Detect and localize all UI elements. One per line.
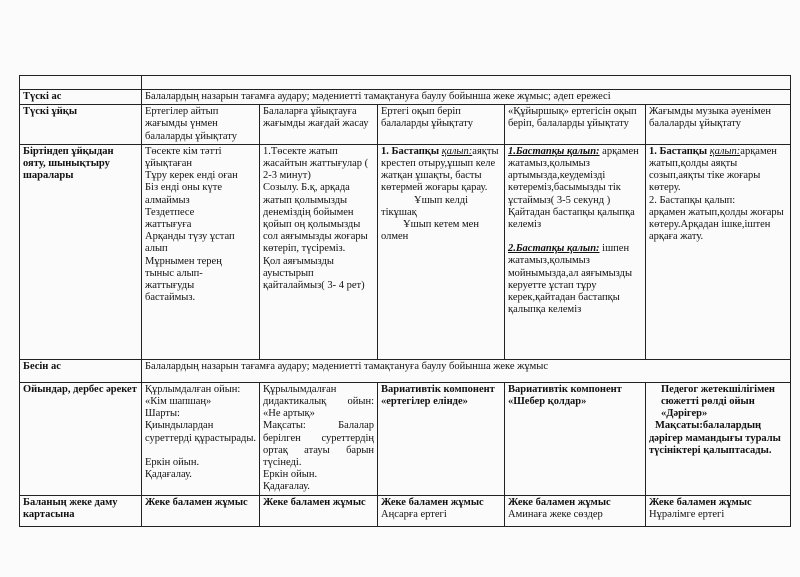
wake-cell-3-poem-4: олмен — [381, 231, 409, 243]
sleep-cell-2: Балаларға ұйықтауға жағымды жағдай жасау — [260, 105, 378, 145]
wake-cell-2: 1.Төсекте жатып жасайтын жаттығулар ( 2-3 минут) Созылу. Б.қ, арқада жатып қолымызды денеміздің бойымен қойып оң қолымызды сол аяғымызды жоғары көтеріп, түсіреміз. Қол аяғымызды ауыстырып қайталаймыз( 3- 4 рет) — [260, 144, 378, 359]
table-cell — [20, 76, 142, 90]
afternoon-snack-description: Балалардың назарын тағамға аудару; мәдениетті тамақтануға баулу бойынша жеке жұмыс — [142, 359, 791, 382]
games-cell-5-title: Педегог жетекшілігімен сюжетті рөлді ойын «Дәрігер» — [661, 383, 775, 420]
individual-cell-3 — [378, 495, 505, 526]
row-label-individual-map: Баланың жеке даму картасына — [20, 495, 142, 526]
table-row — [20, 495, 791, 526]
sleep-cell-1: Ертегілер айтып жағымды үнмен балаларды ұйықтату — [142, 105, 260, 145]
wake-cell-4-heading-2: 2.Бастапқы қалып: — [508, 243, 600, 255]
individual-cell-1-title: Жеке баламен жұмыс — [145, 496, 248, 508]
games-cell-5-goal: балалардың дәрігер мамандығы туралы түсініктері қалыптасады. — [649, 420, 781, 456]
table-row — [20, 382, 791, 495]
table-row — [20, 359, 791, 382]
wake-cell-5-body-2: арқамен жатып,қолды жоғары көтеру.Арқадан ішке,іштен арқаға жату. — [649, 206, 784, 243]
table-row — [20, 76, 791, 90]
wake-cell-3-keyword: қалып: — [441, 145, 473, 157]
games-cell-3: Вариативтік компонент «ертегілер елінде» — [378, 382, 505, 495]
wake-cell-3-poem-2: тікұшақ — [381, 206, 417, 218]
wake-cell-4-body-2: ішпен жатамыз,қолымыз мойнымызда,ал аяғымызды керуетте ұстап тұру керек,қайтадан бастапқы қалыпқа келеміз — [508, 243, 632, 316]
individual-cell-4-text: Аминаға жеке сөздер — [508, 508, 603, 520]
daily-schedule-table — [19, 75, 791, 527]
wake-cell-5-heading-1: 1. Бастапқы — [649, 145, 708, 157]
wake-cell-3-body: аяқты крестеп отыру,ұшып келе жатқан ұшақты, басты көтермей жоғары қарау. — [381, 145, 499, 194]
wake-cell-1: Төсекте кім тәтті ұйықтаған Тұру керек енді оған Біз енді оны күте алмаймыз Тездетпесе жаттығуға Арқанды түзу ұстап алып Мұрнымен терең тыныс алып- жаттығуды бастаймыз. — [142, 144, 260, 359]
individual-cell-5-title: Жеке баламен жұмыс — [649, 496, 752, 508]
row-label-games: Ойындар, дербес әрекет — [20, 382, 142, 495]
games-cell-2: Құрылымдалған дидактикалық ойын: «Не артық» Мақсаты: Балалар берілген суреттердің ортақ атауы барын түсінеді. Еркін ойын. Қадағалау. — [260, 382, 378, 495]
row-label-sleep: Түскі ұйқы — [20, 105, 142, 145]
row-label-wake: Біртіндеп ұйқыдан ояту, шынықтыру шаралары — [20, 144, 142, 359]
individual-cell-1 — [142, 495, 260, 526]
wake-cell-5-body-1: арқамен жатып,қолды аяқты созып,аяқты тіке жоғары көтеру. — [649, 145, 777, 194]
wake-cell-5-heading-2: 2. Бастапқы қалып: — [649, 194, 736, 206]
row-label-lunch: Түскі ас — [20, 90, 142, 105]
wake-cell-3-poem-1: Ұшып келді — [414, 194, 468, 206]
individual-cell-5 — [646, 495, 791, 526]
games-cell-4: Вариативтік компонент «Шебер қолдар» — [505, 382, 646, 495]
individual-cell-4 — [505, 495, 646, 526]
table-row — [20, 144, 791, 359]
row-label-afternoon-snack: Бесін ас — [20, 359, 142, 382]
wake-cell-4-heading-1: 1.Бастапқы қалып: — [508, 145, 600, 157]
individual-cell-4-title: Жеке баламен жұмыс — [508, 496, 611, 508]
individual-cell-3-text: Аңсарға ертегі — [381, 508, 447, 520]
games-cell-1: Құрлымдалған ойын: «Кім шапшаң» Шарты: Қиындылардан суреттерді құрастырады. Еркін ойын. Қадағалау. — [142, 382, 260, 495]
sleep-cell-3: Ертегі оқып беріп балаларды ұйықтату — [378, 105, 505, 145]
games-cell-5 — [646, 382, 791, 495]
individual-cell-5-text: Нұрәлімге ертегі — [649, 508, 725, 520]
table-row — [20, 105, 791, 145]
wake-cell-3-poem-3: Ұшып кетем мен — [403, 219, 479, 231]
wake-cell-4-body-1: арқамен жатамыз,қолымыз артымызда,кеудемізді көтереміз,басымызды тік ұстаймыз( 3-5 секунд ) Қайтадан бастапқы қалыпқа келеміз — [508, 145, 639, 231]
sleep-cell-5: Жағымды музыка әуенімен балаларды ұйықтату — [646, 105, 791, 145]
individual-cell-2-title: Жеке баламен жұмыс — [263, 496, 366, 508]
wake-cell-3 — [378, 144, 505, 359]
games-cell-5-goal-label: Мақсаты: — [655, 420, 703, 432]
individual-cell-2 — [260, 495, 378, 526]
sleep-cell-4: «Құйыршық» ертегісін оқып беріп, балаларды ұйықтату — [505, 105, 646, 145]
wake-cell-5 — [646, 144, 791, 359]
individual-cell-3-title: Жеке баламен жұмыс — [381, 496, 484, 508]
table-row — [20, 90, 791, 105]
wake-cell-4 — [505, 144, 646, 359]
table-cell — [142, 76, 791, 90]
wake-cell-3-heading: 1. Бастапқы — [381, 145, 440, 157]
lunch-description: Балалардың назарын тағамға аудару; мәдениетті тамақтануға баулу бойынша жеке жұмыс; әдеп ережесі — [142, 90, 791, 105]
wake-cell-5-keyword-1: қалып: — [709, 145, 741, 157]
